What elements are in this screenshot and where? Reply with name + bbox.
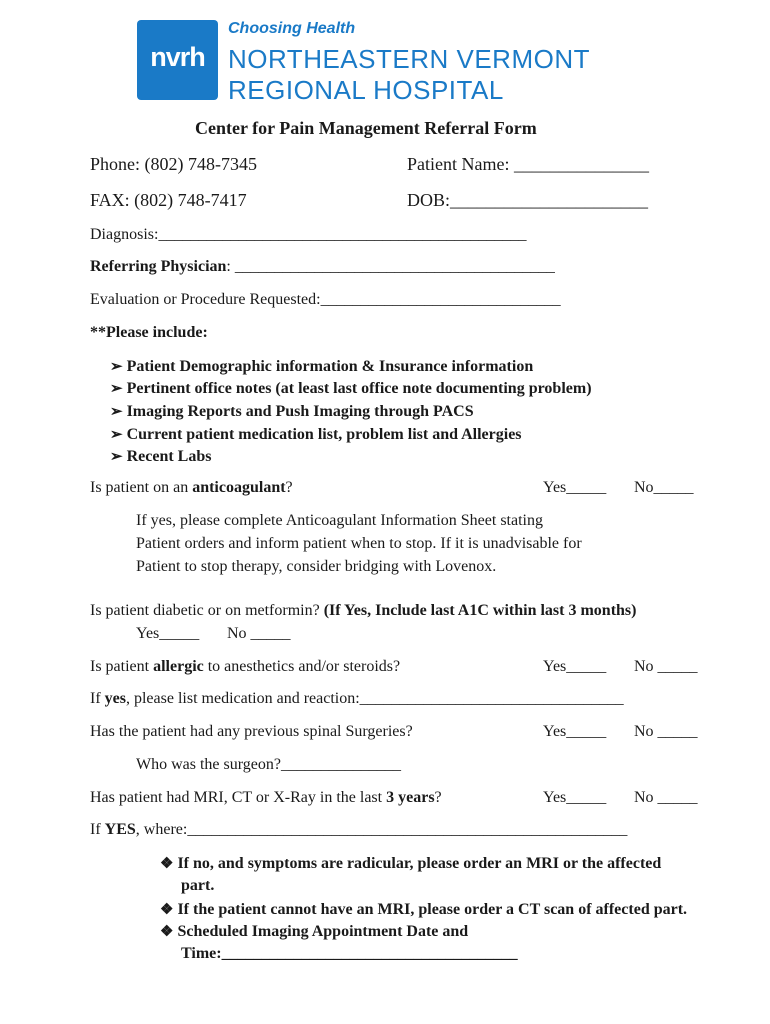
referring-physician-field[interactable] xyxy=(90,258,555,276)
form-title: Center for Pain Management Referral Form xyxy=(195,118,537,138)
note-item: ❖ If no, and symptoms are radicular, please order an MRI or the affected xyxy=(160,854,661,873)
surgeon-field[interactable]: Who was the surgeon?_______________ xyxy=(136,756,401,773)
arrow-bullet-icon xyxy=(110,403,123,420)
arrow-bullet-icon xyxy=(110,380,123,397)
patient-name-field[interactable]: Patient Name: _______________ xyxy=(407,154,649,174)
diabetic-yes[interactable]: Yes_____ xyxy=(136,625,200,642)
logo-name-line2: REGIONAL HOSPITAL xyxy=(228,75,504,105)
arrow-bullet-icon xyxy=(110,358,123,375)
referring-physician-label: Referring Physician xyxy=(90,258,227,275)
diagnosis-field[interactable]: Diagnosis:______________________________________________ xyxy=(90,226,527,243)
spinal-surgery-question: Has the patient had any previous spinal Surgeries? xyxy=(90,723,413,740)
spinal-surgery-yes[interactable]: Yes_____ xyxy=(543,723,607,740)
imaging-question: Has patient had MRI, CT or X-Ray in the last 3 years? xyxy=(90,789,442,806)
anticoagulant-no[interactable]: No_____ xyxy=(634,479,694,496)
include-item: ➢ Pertinent office notes (at least last office note documenting problem) xyxy=(110,379,592,398)
include-item: ➢ Patient Demographic information & Insurance information xyxy=(110,357,533,376)
include-item: ➢ Recent Labs xyxy=(110,447,211,466)
logo-mark-text: nvrh xyxy=(150,42,205,72)
diamond-bullet-icon xyxy=(160,855,173,872)
allergic-yes[interactable]: Yes_____ xyxy=(543,658,607,675)
referring-physician-line: : ________________________________________ xyxy=(226,258,555,275)
spinal-surgery-no[interactable]: No _____ xyxy=(634,723,698,740)
appointment-time-field[interactable]: Time:_____________________________________ xyxy=(181,945,518,962)
fax-number: FAX: (802) 748-7417 xyxy=(90,190,247,210)
imaging-where-field[interactable]: If YES, where:_______________________________________________________ xyxy=(90,821,628,838)
allergic-question: Is patient allergic to anesthetics and/or steroids? xyxy=(90,658,401,675)
logo-tagline: Choosing Health xyxy=(228,20,356,37)
note-item-continued: part. xyxy=(181,877,215,894)
diabetic-no[interactable]: No _____ xyxy=(227,625,291,642)
include-item: ➢ Current patient medication list, problem list and Allergies xyxy=(110,425,522,444)
anticoagulant-note-line: If yes, please complete Anticoagulant Information Sheet stating xyxy=(136,512,543,529)
allergic-no[interactable]: No _____ xyxy=(634,658,698,675)
evaluation-field[interactable]: Evaluation or Procedure Requested:______________________________ xyxy=(90,291,561,308)
arrow-bullet-icon xyxy=(110,426,123,443)
include-item: ➢ Imaging Reports and Push Imaging through PACS xyxy=(110,402,474,421)
imaging-yes[interactable]: Yes_____ xyxy=(543,789,607,806)
anticoagulant-question: Is patient on an anticoagulant? xyxy=(90,479,293,496)
diamond-bullet-icon xyxy=(160,901,173,918)
phone-number: Phone: (802) 748-7345 xyxy=(90,154,257,174)
note-item: ❖ If the patient cannot have an MRI, please order a CT scan of affected part. xyxy=(160,900,687,919)
anticoagulant-note-line: Patient to stop therapy, consider bridging with Lovenox. xyxy=(136,558,497,575)
anticoagulant-note-line: Patient orders and inform patient when to stop. If it is unadvisable for xyxy=(136,535,582,552)
medication-reaction-field[interactable]: If yes, please list medication and reaction:_________________________________ xyxy=(90,690,624,707)
please-include-heading: **Please include: xyxy=(90,324,208,341)
dob-field[interactable]: DOB:______________________ xyxy=(407,190,649,210)
hospital-logo-mark xyxy=(137,20,218,100)
note-item: ❖ Scheduled Imaging Appointment Date and xyxy=(160,922,468,941)
anticoagulant-yes[interactable]: Yes_____ xyxy=(543,479,607,496)
imaging-no[interactable]: No _____ xyxy=(634,789,698,806)
diamond-bullet-icon xyxy=(160,923,173,940)
logo-name-line1: NORTHEASTERN VERMONT xyxy=(228,44,590,74)
diabetic-question: Is patient diabetic or on metformin? (If Yes, Include last A1C within last 3 months) xyxy=(90,602,637,619)
arrow-bullet-icon xyxy=(110,448,123,465)
